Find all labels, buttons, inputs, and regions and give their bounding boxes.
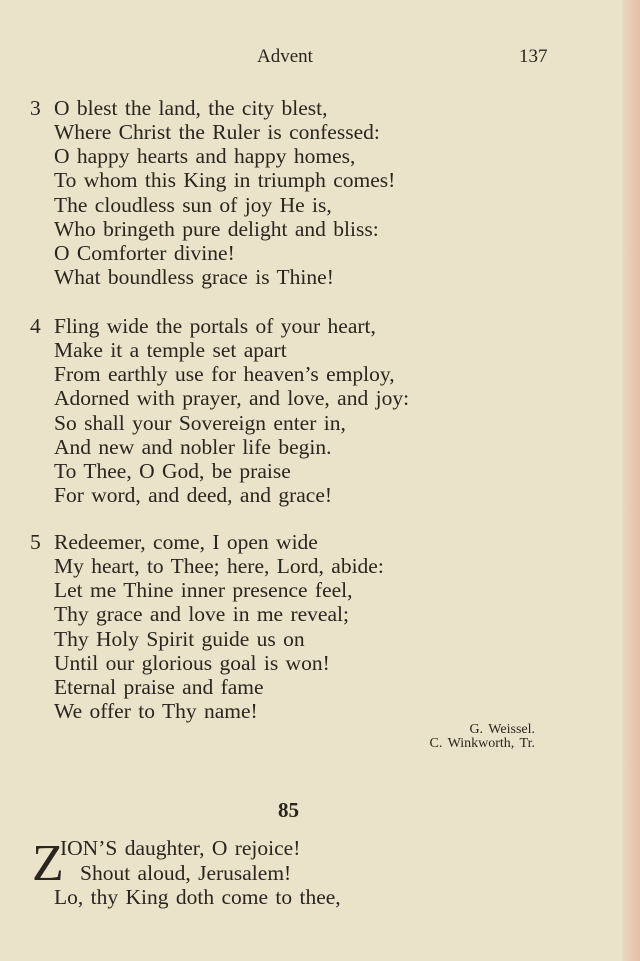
verse-3 [30, 96, 395, 289]
verse-line: O blest the land, the city blest, [54, 96, 328, 120]
verse-line: From earthly use for heaven’s employ, [54, 362, 395, 387]
verse-number: 3 [30, 96, 41, 120]
verse-line: Until our glorious goal is won! [54, 650, 330, 675]
verse-line: To Thee, O God, be praise [54, 458, 291, 483]
verse-line: Let me Thine inner presence feel, [54, 578, 353, 603]
verse-line: And new and nobler life begin. [54, 434, 332, 459]
verse-line: O Comforter divine! [54, 240, 235, 265]
verse-number: 5 [30, 530, 41, 554]
verse-line: To whom this King in triumph comes! [54, 168, 396, 193]
verse-line: Who bringeth pure delight and bliss: [54, 216, 379, 241]
verse-line: Redeemer, come, I open wide [54, 530, 318, 554]
verse-4 [30, 314, 409, 507]
verse-line: So shall your Sovereign enter in, [54, 410, 346, 435]
hymn-line: ION’S daughter, O rejoice! [60, 836, 301, 860]
drop-cap: Z [32, 835, 64, 892]
page-edge [622, 0, 640, 961]
hymn-line: Shout aloud, Jerusalem! [80, 860, 292, 885]
verse-5 [30, 530, 384, 723]
verse-number: 4 [30, 314, 41, 338]
verse-line: My heart, to Thee; here, Lord, abide: [54, 554, 384, 579]
verse-line: Eternal praise and fame [54, 674, 264, 699]
verse-line: Make it a temple set apart [54, 338, 287, 363]
running-header-title: Advent [257, 46, 313, 67]
verse-line: O happy hearts and happy homes, [54, 144, 356, 169]
page-number: 137 [519, 46, 548, 67]
verse-line: Fling wide the portals of your heart, [54, 314, 376, 338]
verse-line: Thy grace and love in me reveal; [54, 602, 349, 627]
hymn-85-opening [32, 836, 341, 910]
hymn-line: Lo, thy King doth come to thee, [54, 885, 341, 909]
hymn-number: 85 [278, 798, 299, 822]
verse-line: The cloudless sun of joy He is, [54, 192, 332, 217]
verse-line: Thy Holy Spirit guide us on [54, 626, 305, 651]
verse-line: We offer to Thy name! [54, 699, 258, 724]
verse-line: Adorned with prayer, and love, and joy: [54, 386, 410, 411]
author-credit: G. Weissel. [469, 722, 535, 737]
verse-line: What boundless grace is Thine! [54, 265, 334, 290]
verse-line: Where Christ the Ruler is confessed: [54, 120, 380, 145]
translator-credit: C. Winkworth, Tr. [429, 736, 535, 751]
verse-line: For word, and deed, and grace! [54, 483, 333, 508]
